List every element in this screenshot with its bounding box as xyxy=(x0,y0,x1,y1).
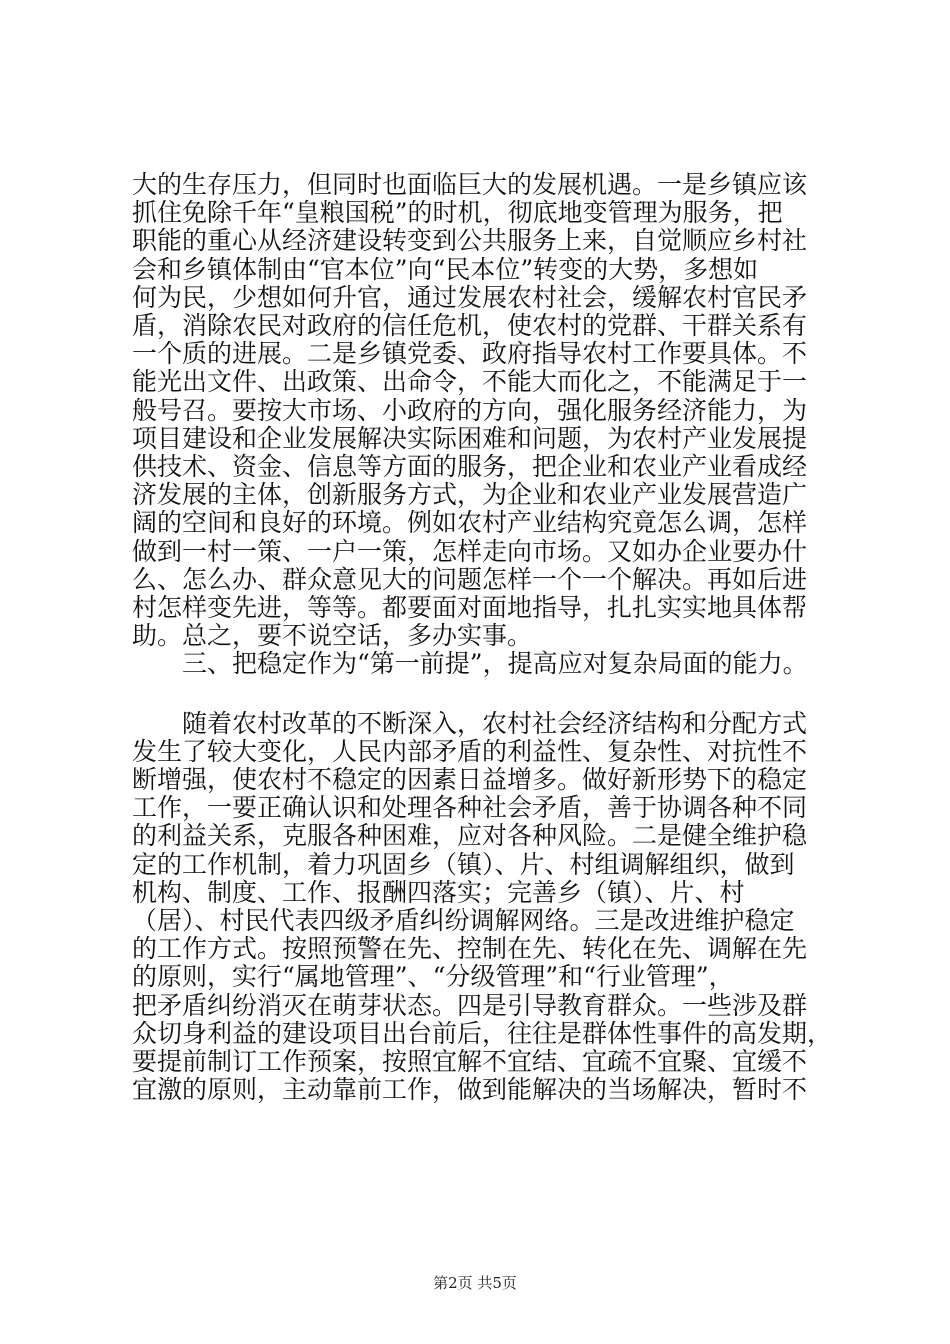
text-line: 的原则，实行“属地管理”、“分级管理”和“行业管理”， xyxy=(132,962,734,992)
text-line: 职能的重心从经济建设转变到公共服务上来，自觉顺应乡村社 xyxy=(132,226,808,256)
section-heading: 三、把稳定作为“第一前提”，提高应对复杂局面的能力。 xyxy=(182,649,808,679)
text-line: 般号召。要按大市场、小政府的方向，强化服务经济能力，为 xyxy=(132,395,808,425)
text-line: 机构、制度、工作、报酬四落实；完善乡（镇）、片、村 xyxy=(132,877,745,907)
text-line: 村怎样变先进，等等。都要面对面地指导，扎扎实实地具体帮 xyxy=(132,593,808,623)
text-line: 能光出文件、出政策、出命令，不能大而化之，不能满足于一 xyxy=(132,367,808,397)
text-line: 项目建设和企业发展解决实际困难和问题，为农村产业发展提 xyxy=(132,423,808,453)
text-line: 助。总之，要不说空话，多办实事。 xyxy=(132,621,533,651)
text-line: 供技术、资金、信息等方面的服务，把企业和农业产业看成经 xyxy=(132,452,808,482)
text-line: 众切身利益的建设项目出台前后，往往是群体性事件的高发期， xyxy=(132,1018,833,1048)
page-number-footer: 第2页 共5页 xyxy=(433,1274,517,1292)
text-line: 要提前制订工作预案，按照宜解不宜结、宜疏不宜聚、宜缓不 xyxy=(132,1047,808,1077)
text-line: 做到一村一策、一户一策，怎样走向市场。又如办企业要办什 xyxy=(132,536,808,566)
text-line: 会和乡镇体制由“官本位”向“民本位”转变的大势，多想如 xyxy=(132,254,759,284)
text-line: 抓住免除千年“皇粮国税”的时机，彻底地变管理为服务，把 xyxy=(132,198,783,228)
text-line: 宜激的原则，主动靠前工作，做到能解决的当场解决，暂时不 xyxy=(132,1075,808,1105)
text-line: 济发展的主体，创新服务方式，为企业和农业产业发展营造广 xyxy=(132,480,808,510)
text-line: 发生了较大变化，人民内部矛盾的利益性、复杂性、对抗性不 xyxy=(132,736,808,766)
text-line: 大的生存压力，但同时也面临巨大的发展机遇。一是乡镇应该 xyxy=(132,170,808,199)
text-line: 的工作方式。按照预警在先、控制在先、转化在先、调解在先 xyxy=(132,934,808,964)
text-line: 随着农村改革的不断深入，农村社会经济结构和分配方式 xyxy=(182,708,808,738)
text-line: 阔的空间和良好的环境。例如农村产业结构究竟怎么调，怎样 xyxy=(132,508,808,538)
text-line: 么、怎么办、群众意见大的问题怎样一个一个解决。再如后进 xyxy=(132,564,808,594)
text-line: 盾，消除农民对政府的信任危机，使农村的党群、干群关系有 xyxy=(132,311,808,341)
text-line: 断增强，使农村不稳定的因素日益增多。做好新形势下的稳定 xyxy=(132,765,808,795)
document-body xyxy=(132,171,832,1105)
text-line: （居）、村民代表四级矛盾纠纷调解网络。三是改进维护稳定 xyxy=(132,906,795,936)
text-line: 一个质的进展。二是乡镇党委、政府指导农村工作要具体。不 xyxy=(132,339,808,369)
text-line: 定的工作机制，着力巩固乡（镇）、片、村组调解组织，做到 xyxy=(132,849,795,879)
text-line: 把矛盾纠纷消灭在萌芽状态。四是引导教育群众。一些涉及群 xyxy=(132,990,808,1020)
text-line: 的利益关系，克服各种困难，应对各种风险。二是健全维护稳 xyxy=(132,821,808,851)
text-line: 何为民，少想如何升官，通过发展农村社会，缓解农村官民矛 xyxy=(132,282,808,312)
text-line: 工作，一要正确认识和处理各种社会矛盾，善于协调各种不同 xyxy=(132,793,808,823)
